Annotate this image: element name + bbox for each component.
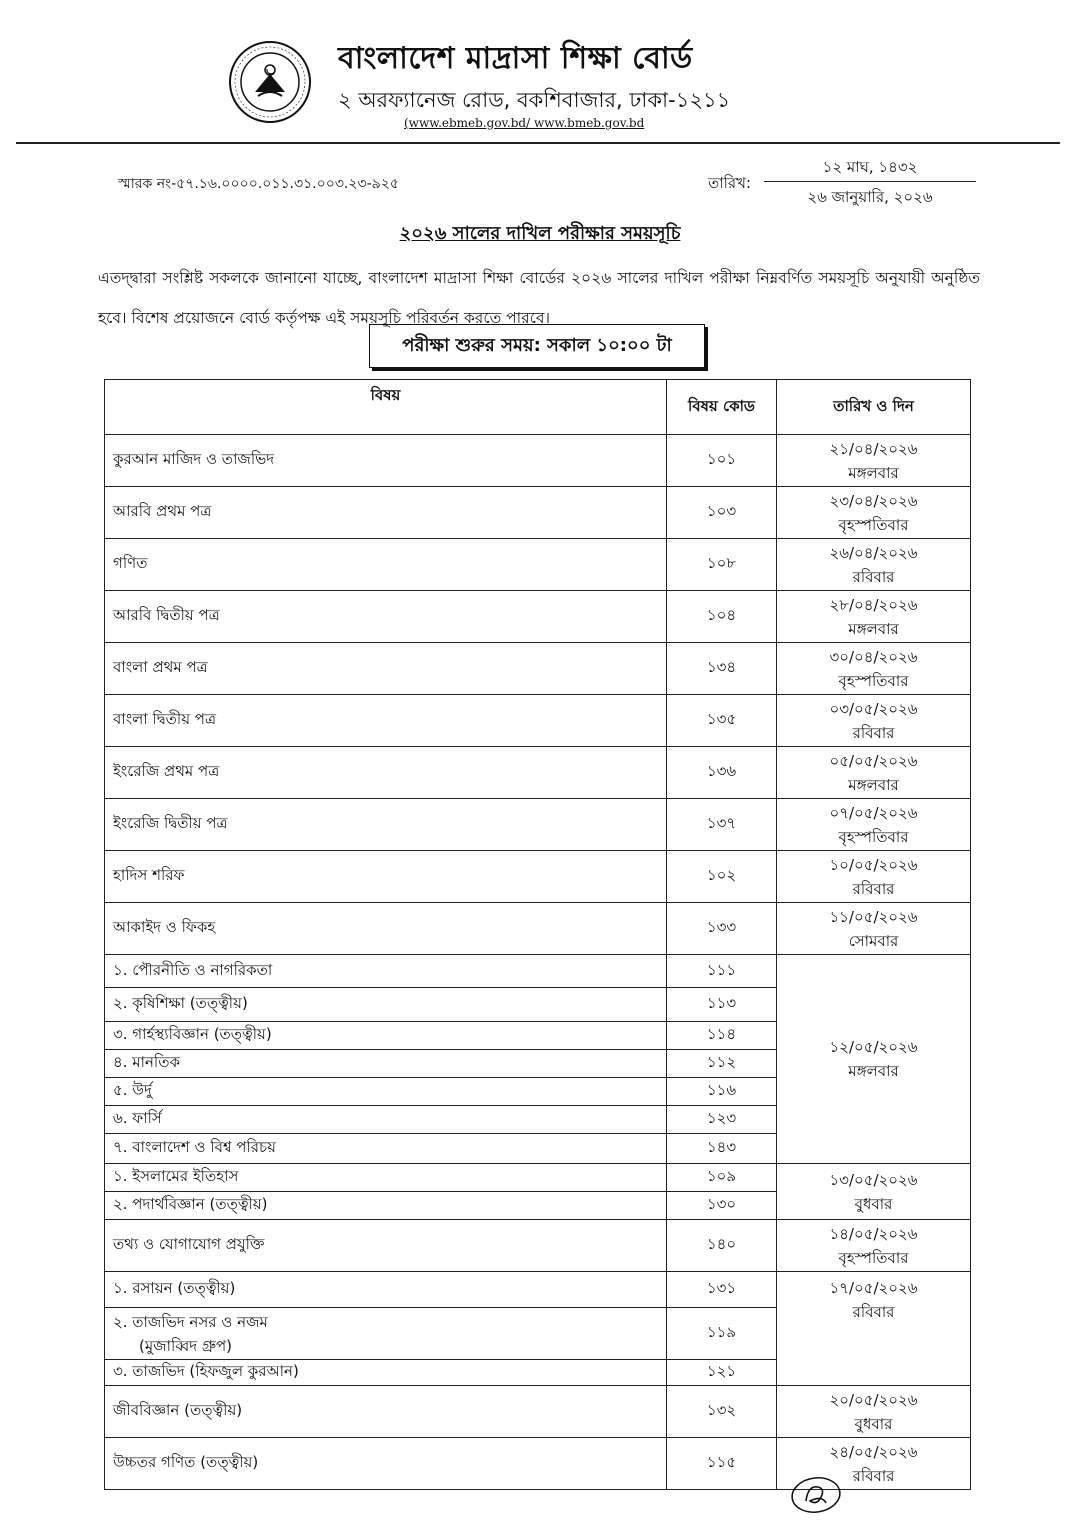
date-day-cell	[777, 851, 971, 903]
subject-cell: ইংরেজি প্রথম পত্র	[105, 747, 667, 799]
date-day-cell	[777, 799, 971, 851]
subject-cell: ২. পদার্থবিজ্ঞান (তত্ত্বীয়)	[105, 1192, 667, 1220]
date-day-cell	[777, 591, 971, 643]
table-row	[105, 591, 971, 643]
subject-code-cell: ১৩৩	[667, 903, 777, 955]
date-day-cell	[777, 1386, 971, 1438]
table-row	[105, 747, 971, 799]
subject-cell: আরবি দ্বিতীয় পত্র	[105, 591, 667, 643]
table-row	[105, 1220, 971, 1272]
subject-code-cell: ১১৯	[667, 1308, 777, 1360]
subject-cell: কুরআন মাজিদ ও তাজভিদ	[105, 435, 667, 487]
subject-code-cell: ১২১	[667, 1360, 777, 1386]
table-row	[105, 695, 971, 747]
exam-day: রবিবার	[852, 567, 895, 586]
date-day-cell	[777, 695, 971, 747]
memo-number: স্মারক নং-৫৭.১৬.০০০০.০১১.৩১.০০৩.২৩-৯২৫	[118, 176, 399, 192]
subject-cell: ৩. গার্হস্থ্যবিজ্ঞান (তত্ত্বীয়)	[105, 1022, 667, 1050]
date-day-cell	[777, 435, 971, 487]
signature-initial-icon	[786, 1471, 846, 1517]
board-address: ২ অরফ্যানেজ রোড, বকশিবাজার, ঢাকা-১২১১	[338, 88, 731, 112]
subject-code-cell: ১৩৪	[667, 643, 777, 695]
header-divider	[16, 142, 1060, 144]
subject-cell: উচ্চতর গণিত (তত্ত্বীয়)	[105, 1438, 667, 1490]
intro-paragraph: এতদ্দ্বারা সংশ্লিষ্ট সকলকে জানানো যাচ্ছে, বাংলাদেশ মাদ্রাসা শিক্ষা বোর্ডের ২০২৬ সালের দাখিল পরীক্ষা নিম্নবর্ণিত সময়সূচি অনুযায়ী অনুষ্ঠিত হবে। বিশেষ প্রয়োজনে বোর্ড কর্তৃপক্ষ এই সময়সূচি পরিবর্তন করতে পারবে।	[98, 269, 980, 327]
exam-date: ২৮/০৪/২০২৬	[829, 595, 918, 614]
exam-day: রবিবার	[852, 723, 895, 742]
table-row	[105, 799, 971, 851]
date-day-cell	[777, 1220, 971, 1272]
exam-date: ১৭/০৫/২০২৬	[829, 1279, 918, 1297]
exam-day: বৃহস্পতিবার	[838, 1248, 909, 1267]
subject-code-cell: ১১৩	[667, 988, 777, 1022]
subject-cell	[105, 1272, 667, 1308]
table-row	[105, 435, 971, 487]
subject-cell: ৫. উর্দু	[105, 1078, 667, 1106]
subject-cell: ৬. ফার্সি	[105, 1106, 667, 1134]
subject-cell: তথ্য ও যোগাযোগ প্রযুক্তি	[105, 1220, 667, 1272]
subject-code-cell: ১১৪	[667, 1022, 777, 1050]
table-row	[105, 487, 971, 539]
exam-date: ১০/০৫/২০২৬	[829, 855, 918, 874]
exam-day: রবিবার	[852, 1303, 895, 1321]
exam-day: বৃহস্পতিবার	[838, 515, 909, 534]
subject-cell: আরবি প্রথম পত্র	[105, 487, 667, 539]
subject-cell: হাদিস শরিফ	[105, 851, 667, 903]
exam-day: মঙ্গলবার	[848, 775, 899, 794]
subject-cell: বাংলা প্রথম পত্র	[105, 643, 667, 695]
exam-day: মঙ্গলবার	[848, 1062, 899, 1080]
subject-cell: ১. পৌরনীতি ও নাগরিকতা	[105, 955, 667, 988]
subject-cell: বাংলা দ্বিতীয় পত্র	[105, 695, 667, 747]
subject-code-cell: ১২৩	[667, 1106, 777, 1134]
subject-code-cell: ১৩৭	[667, 799, 777, 851]
subject-code-cell: ১৪৩	[667, 1134, 777, 1164]
exam-date: ৩০/০৪/২০২৬	[829, 647, 918, 666]
exam-day: মঙ্গলবার	[848, 619, 899, 638]
table-row	[105, 643, 971, 695]
exam-day: বৃহস্পতিবার	[838, 827, 909, 846]
table-row	[105, 1272, 971, 1308]
subject-cell: জীববিজ্ঞান (তত্ত্বীয়)	[105, 1386, 667, 1438]
subject-code-cell: ১৩৫	[667, 695, 777, 747]
subject-code-cell: ১৩২	[667, 1386, 777, 1438]
exam-date: ২৩/০৪/২০২৬	[829, 491, 918, 510]
exam-date: ১৩/০৫/২০২৬	[829, 1170, 918, 1189]
exam-date: ২৪/০৫/২০২৬	[829, 1442, 918, 1461]
date-divider	[764, 181, 976, 182]
subject-cell	[105, 1360, 667, 1386]
board-seal-icon	[228, 40, 312, 124]
date-day-cell	[777, 539, 971, 591]
date-gregorian: ২৬ জানুয়ারি, ২০২৬	[807, 188, 933, 206]
subject-code-cell: ১৩৬	[667, 747, 777, 799]
subject-code-cell: ১০২	[667, 851, 777, 903]
document-title	[0, 219, 1080, 250]
exam-day: রবিবার	[852, 879, 895, 898]
document-title-text: ২০২৬ সালের দাখিল পরীক্ষার সময়সূচি	[399, 223, 681, 244]
exam-day: মঙ্গলবার	[848, 463, 899, 482]
exam-date: ০৫/০৫/২০২৬	[829, 751, 918, 770]
subject-code-cell: ১১২	[667, 1050, 777, 1078]
subject-code-cell: ১১৬	[667, 1078, 777, 1106]
subject-text-line2: (মুজাব্বিদ গ্রুপ)	[139, 1336, 233, 1355]
subject-cell: ১. ইসলামের ইতিহাস	[105, 1164, 667, 1192]
subject-code-cell: ১৪০	[667, 1220, 777, 1272]
exam-date: ২০/০৫/২০২৬	[829, 1390, 918, 1409]
exam-date: ২১/০৪/২০২৬	[829, 439, 918, 458]
table-row	[105, 539, 971, 591]
exam-date: ১৪/০৫/২০২৬	[829, 1224, 918, 1243]
subject-cell	[105, 1308, 667, 1360]
date-day-cell	[777, 1164, 971, 1220]
subject-cell: ইংরেজি দ্বিতীয় পত্র	[105, 799, 667, 851]
board-name: বাংলাদেশ মাদ্রাসা শিক্ষা বোর্ড	[338, 41, 693, 76]
date-label: তারিখ:	[708, 174, 752, 192]
header-subject-code: বিষয় কোড	[667, 380, 777, 435]
subject-text: ১. রসায়ন (তত্ত্বীয়)	[113, 1279, 236, 1297]
exam-date: ০৭/০৫/২০২৬	[829, 803, 918, 822]
subject-code-cell: ১০৩	[667, 487, 777, 539]
subject-text: ২. তাজভিদ নসর ও নজম	[113, 1312, 268, 1331]
subject-cell: আকাইদ ও ফিকহ	[105, 903, 667, 955]
subject-cell: ৭. বাংলাদেশ ও বিশ্ব পরিচয়	[105, 1134, 667, 1164]
table-body	[105, 435, 971, 1490]
table-row	[105, 955, 971, 988]
subject-code-cell: ১০১	[667, 435, 777, 487]
subject-text: ৩. তাজভিদ (হিফজুল কুরআন)	[113, 1362, 299, 1380]
date-day-cell	[777, 903, 971, 955]
date-day-cell	[777, 1272, 971, 1386]
exam-day: বুধবার	[854, 1414, 893, 1433]
subject-code-cell: ১৩১	[667, 1272, 777, 1308]
exam-schedule-table	[104, 379, 971, 1490]
subject-code-cell: ১০৮	[667, 539, 777, 591]
exam-date: ০৩/০৫/২০২৬	[829, 699, 918, 718]
exam-start-time-box: পরীক্ষা শুরুর সময়: সকাল ১০:০০ টা	[369, 324, 705, 368]
table-header-row	[105, 380, 971, 435]
header-subject: বিষয়	[105, 380, 667, 435]
subject-cell: ২. কৃষিশিক্ষা (তত্ত্বীয়)	[105, 988, 667, 1022]
date-day-cell	[777, 747, 971, 799]
exam-day: বুধবার	[854, 1194, 893, 1213]
exam-day: সোমবার	[848, 931, 899, 950]
subject-code-cell: ১০৪	[667, 591, 777, 643]
subject-code-cell: ১৩০	[667, 1192, 777, 1220]
table-row	[105, 903, 971, 955]
date-day-cell	[777, 487, 971, 539]
subject-cell: ৪. মানতিক	[105, 1050, 667, 1078]
table-row	[105, 1164, 971, 1192]
subject-code-cell: ১১১	[667, 955, 777, 988]
header-date-day: তারিখ ও দিন	[777, 380, 971, 435]
board-websites: (www.ebmeb.gov.bd/ www.bmeb.gov.bd	[404, 116, 645, 130]
date-bangla: ১২ মাঘ, ১৪৩২	[822, 158, 918, 176]
table-row	[105, 1386, 971, 1438]
subject-code-cell: ১১৫	[667, 1438, 777, 1490]
table-row	[105, 851, 971, 903]
subject-cell: গণিত	[105, 539, 667, 591]
exam-date: ২৬/০৪/২০২৬	[829, 543, 918, 562]
date-day-cell	[777, 643, 971, 695]
exam-date: ১২/০৫/২০২৬	[829, 1038, 918, 1056]
subject-code-cell: ১০৯	[667, 1164, 777, 1192]
exam-day: বৃহস্পতিবার	[838, 671, 909, 690]
exam-date: ১১/০৫/২০২৬	[829, 907, 918, 926]
date-day-cell	[777, 955, 971, 1164]
exam-day: রবিবার	[852, 1466, 895, 1485]
